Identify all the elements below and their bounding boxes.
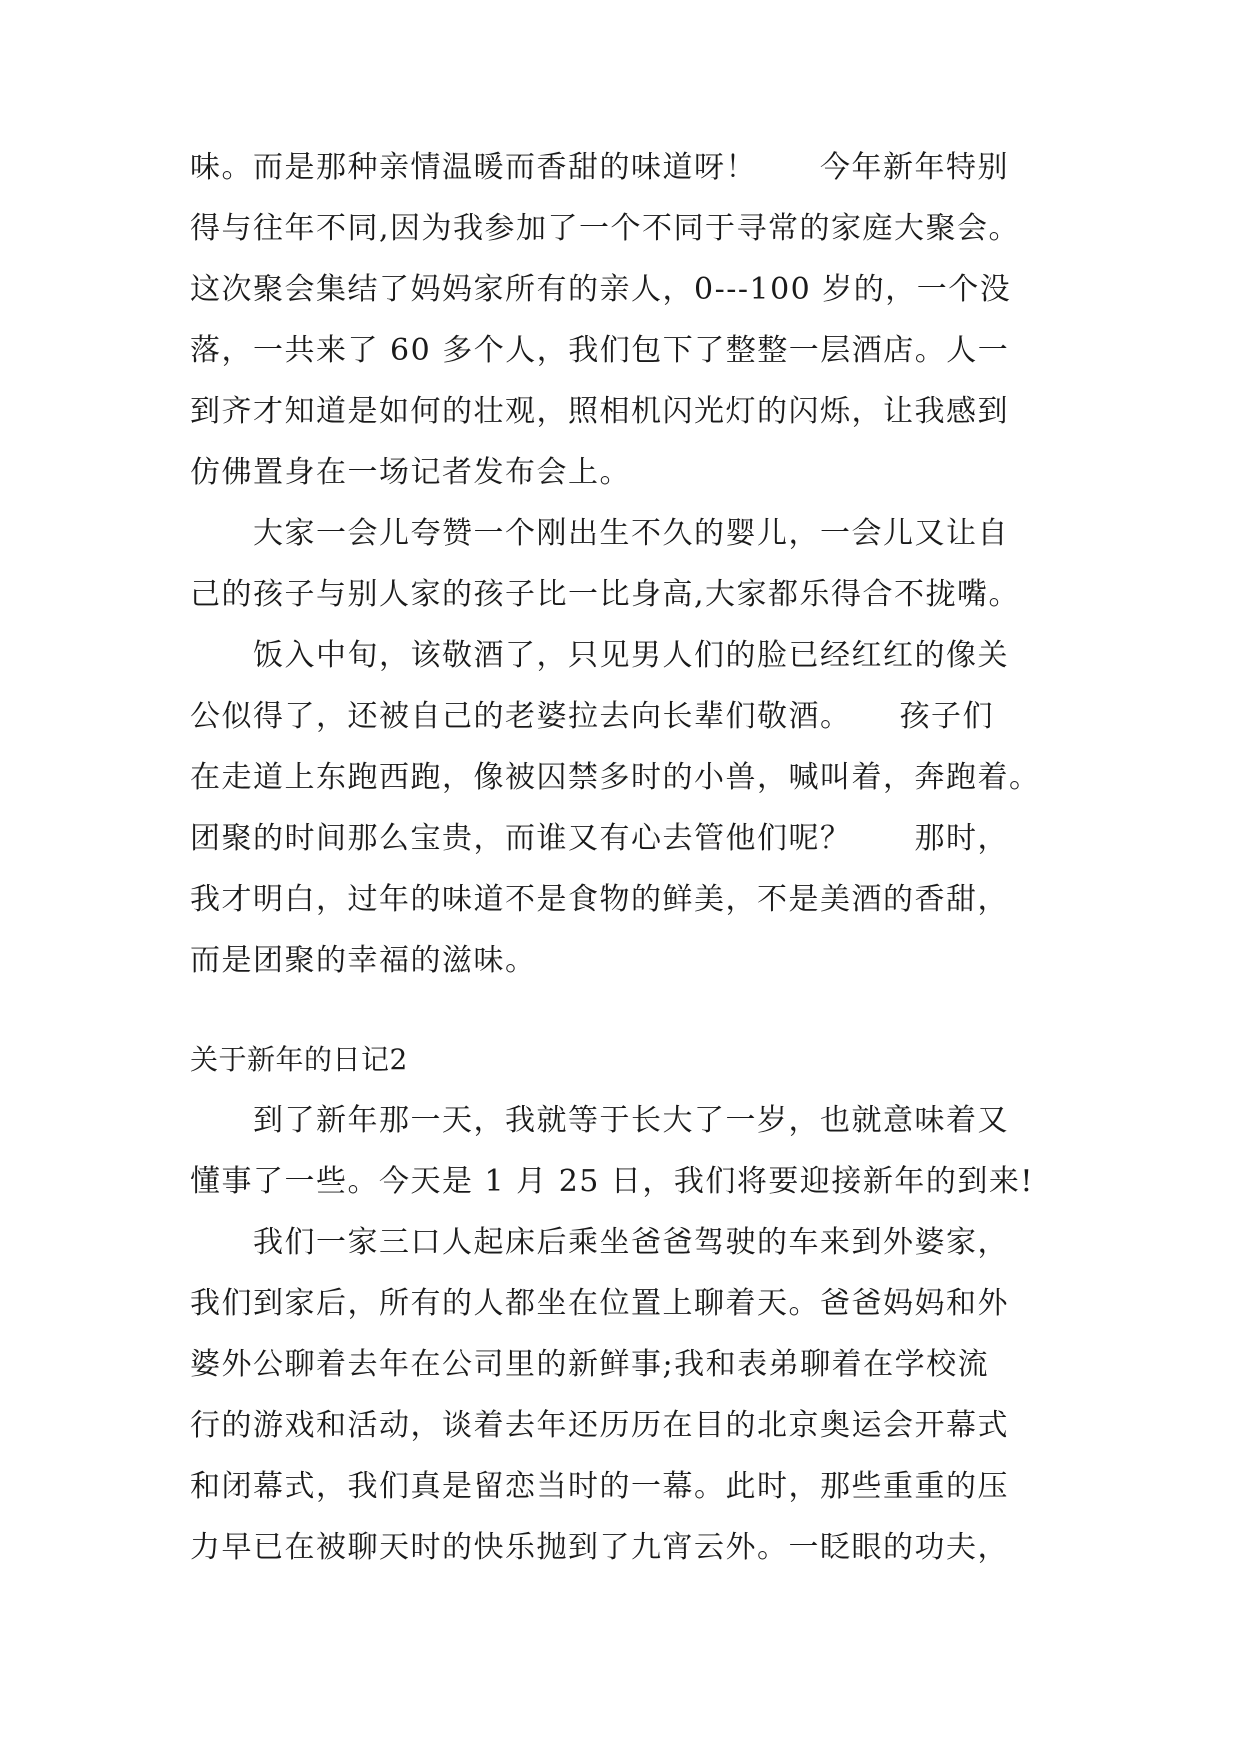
paragraph-line: 到齐才知道是如何的壮观，照相机闪光灯的闪烁，让我感到	[190, 394, 1009, 429]
paragraph-line: 饭入中旬，该敬酒了，只见男人们的脸已经红红的像关	[190, 638, 1009, 673]
paragraph-line: 力早已在被聊天时的快乐抛到了九宵云外。一眨眼的功夫，	[190, 1530, 1009, 1565]
paragraph-line: 公似得了，还被自己的老婆拉去向长辈们敬酒。 孩子们	[190, 699, 994, 734]
paragraph-line: 落，一共来了 60 多个人，我们包下了整整一层酒店。人一	[190, 333, 1010, 368]
paragraph-line: 我才明白，过年的味道不是食物的鲜美，不是美酒的香甜，	[190, 882, 1009, 917]
paragraph-line: 团聚的时间那么宝贵，而谁又有心去管他们呢？ 那时，	[190, 821, 1009, 856]
paragraph-line: 婆外公聊着去年在公司里的新鲜事;我和表弟聊着在学校流	[190, 1347, 990, 1382]
paragraph-line: 大家一会儿夸赞一个刚出生不久的婴儿，一会儿又让自	[190, 516, 1009, 551]
paragraph-line: 我们一家三口人起床后乘坐爸爸驾驶的车来到外婆家，	[190, 1225, 1009, 1260]
paragraph-line: 在走道上东跑西跑，像被囚禁多时的小兽，喊叫着，奔跑着。	[190, 760, 1041, 795]
section-heading: 关于新年的日记2	[190, 1043, 408, 1076]
paragraph-line: 而是团聚的幸福的滋味。	[190, 943, 537, 978]
paragraph-line: 仿佛置身在一场记者发布会上。	[190, 455, 631, 490]
paragraph-line: 和闭幕式，我们真是留恋当时的一幕。此时，那些重重的压	[190, 1469, 1009, 1504]
paragraph-line: 行的游戏和活动，谈着去年还历历在目的北京奥运会开幕式	[190, 1408, 1009, 1443]
paragraph-line: 到了新年那一天，我就等于长大了一岁，也就意味着又	[190, 1103, 1009, 1138]
paragraph-line: 我们到家后，所有的人都坐在位置上聊着天。爸爸妈妈和外	[190, 1286, 1009, 1321]
paragraph-line: 这次聚会集结了妈妈家所有的亲人，0---100 岁的，一个没	[190, 272, 1012, 307]
paragraph-line: 味。而是那种亲情温暖而香甜的味道呀！ 今年新年特别	[190, 150, 1009, 185]
paragraph-line: 得与往年不同,因为我参加了一个不同于寻常的家庭大聚会。	[190, 211, 1021, 246]
paragraph-line: 懂事了一些。今天是 1 月 25 日，我们将要迎接新年的到来!	[190, 1164, 1034, 1199]
paragraph-line: 己的孩子与别人家的孩子比一比身高,大家都乐得合不拢嘴。	[190, 577, 1021, 612]
